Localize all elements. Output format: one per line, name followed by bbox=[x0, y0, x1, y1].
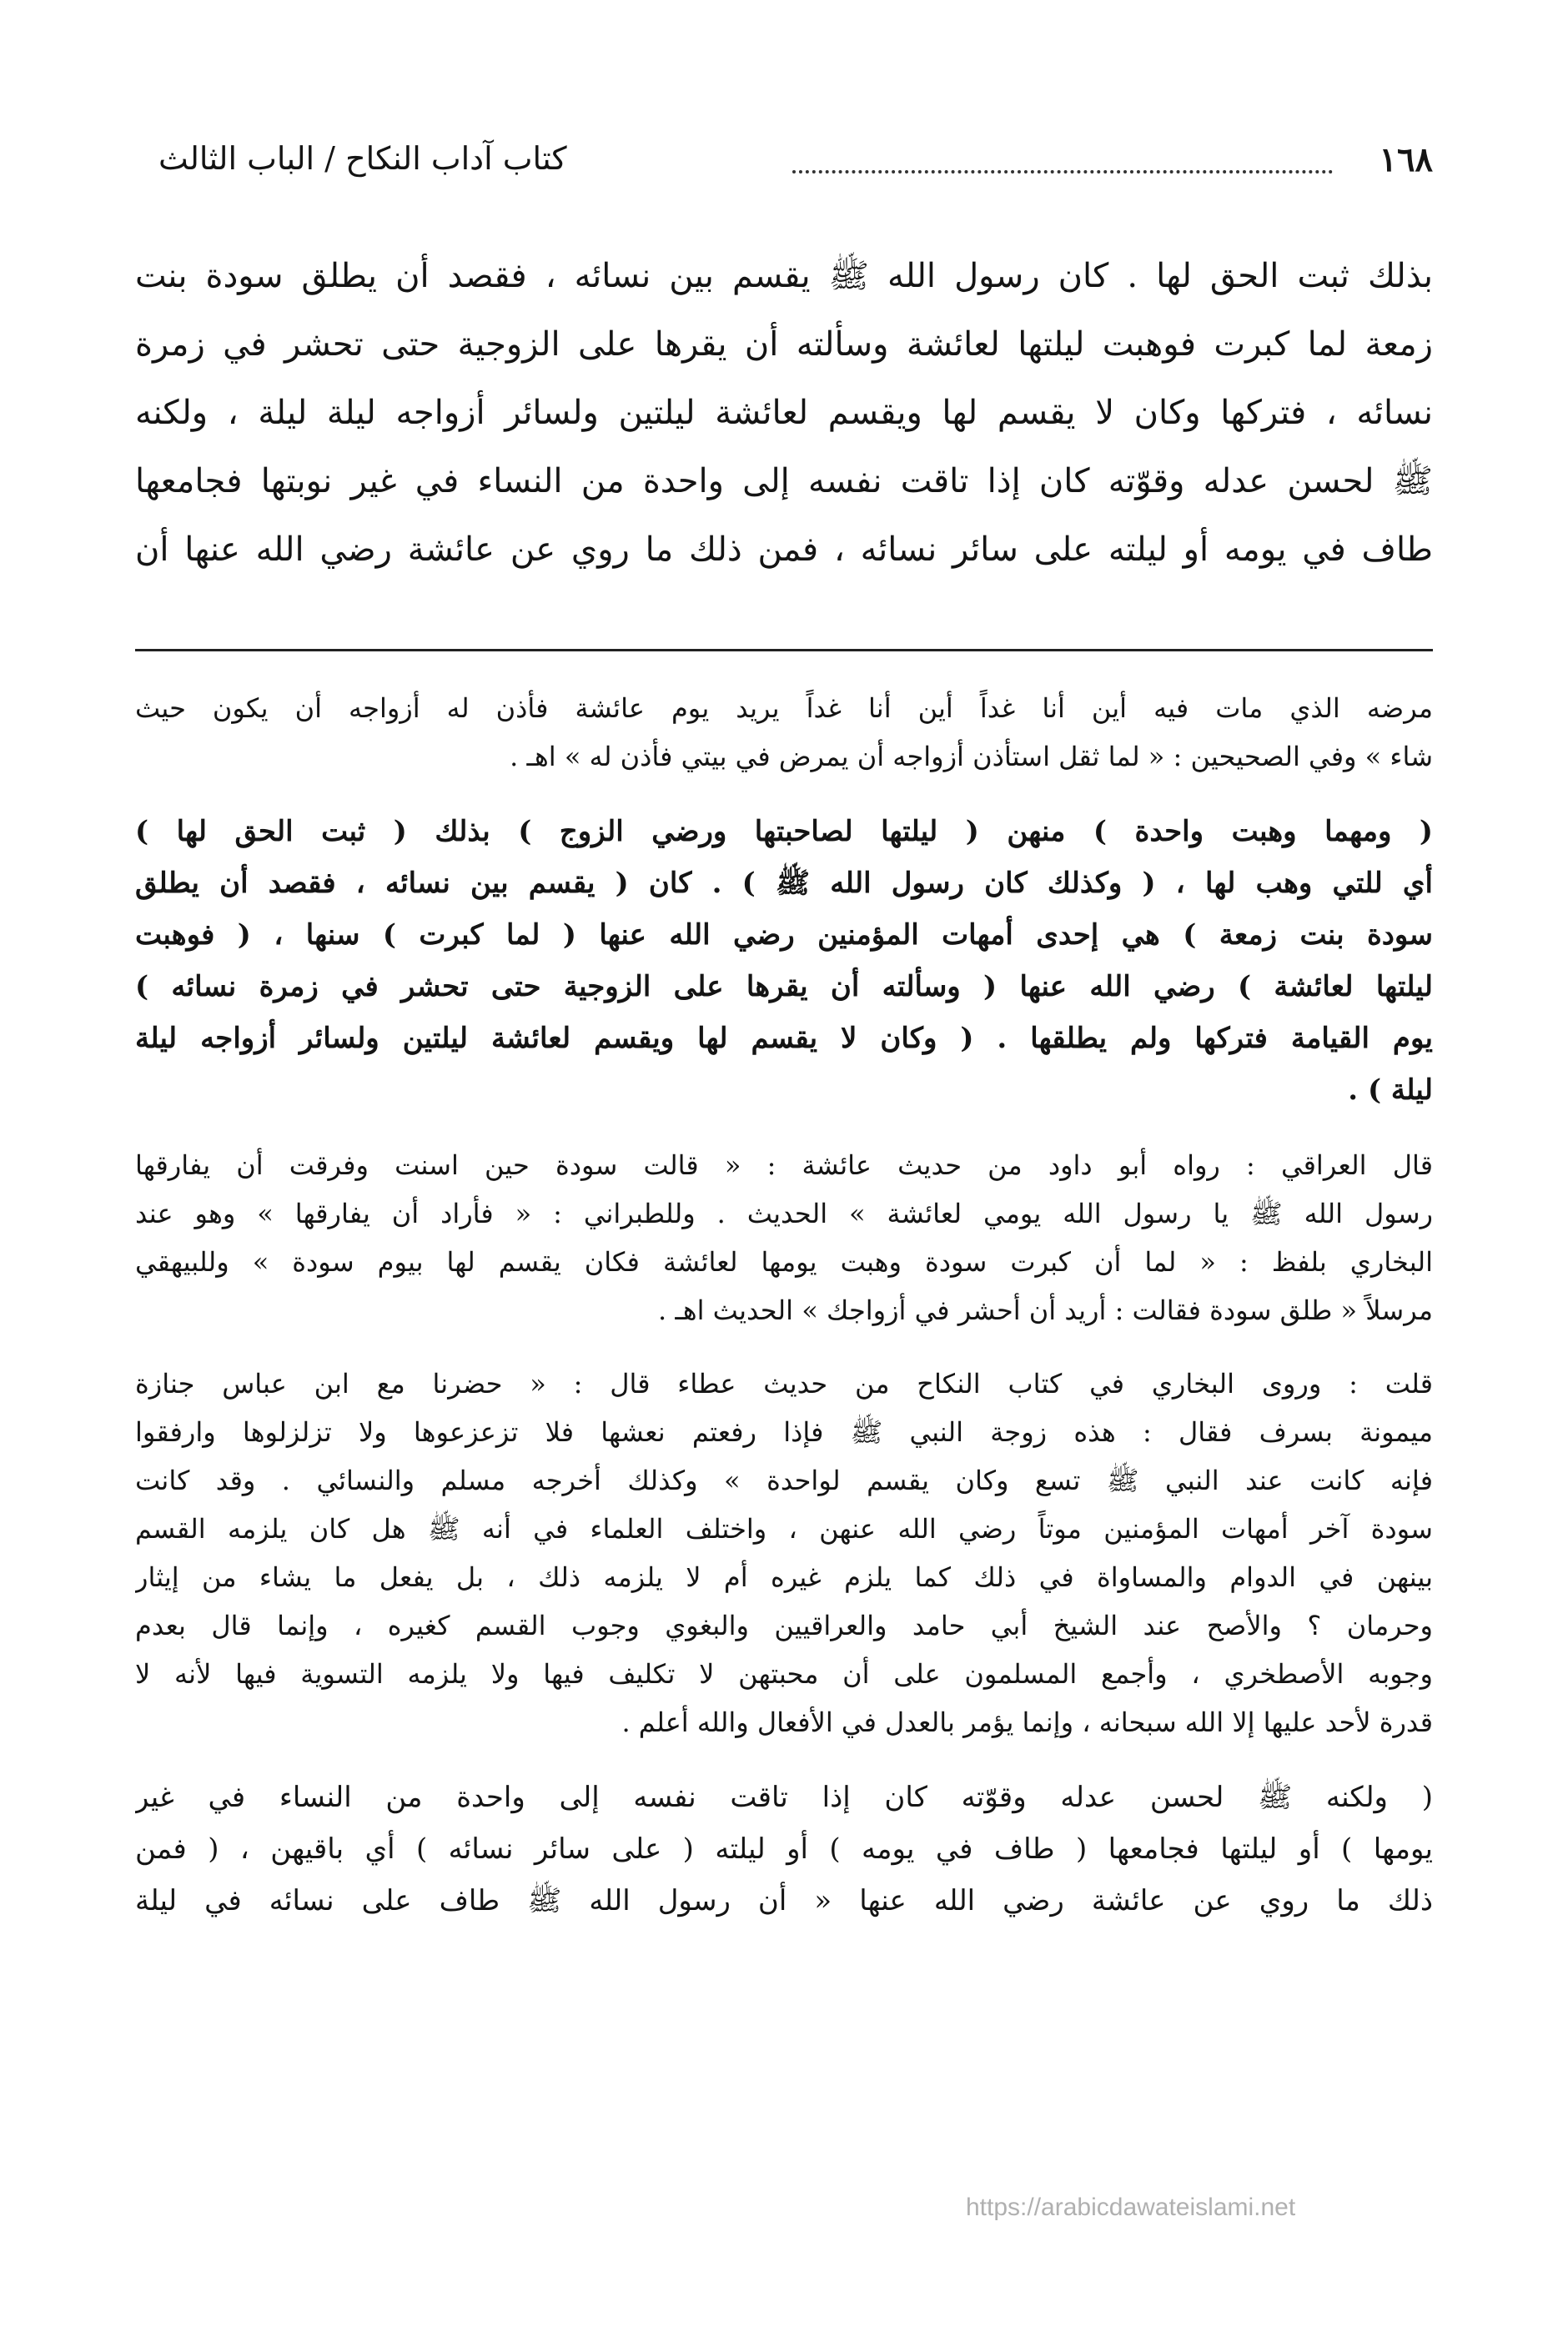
commentary-line: رسول الله ﷺ يا رسول الله يومي لعائشة » الحديث . وللطبراني : « فأراد أن يفارقها » وهو عند bbox=[135, 1198, 1433, 1229]
running-header bbox=[158, 140, 1433, 190]
commentary-line: البخاري بلفظ : « لما أن كبرت سودة وهبت يومها لعائشة فكان يقسم لها بيوم سودة » وللبيهقي bbox=[135, 1246, 1433, 1278]
section-divider bbox=[135, 649, 1433, 651]
main-text-line: زمعة لما كبرت فوهبت ليلتها لعائشة وسألته أن يقرها على الزوجية حتى تحشر في زمرة bbox=[135, 325, 1433, 364]
commentary-line: قلت : وروى البخاري في كتاب النكاح من حديث عطاء قال : « حضرنا مع ابن عباس جنازة bbox=[135, 1368, 1433, 1400]
commentary-line: وجوبه الأصطخري ، وأجمع المسلمون على أن محبتهن لا تكليف فيها ولا يلزمه التسوية فيها لأنه لا bbox=[135, 1658, 1433, 1690]
commentary-line: فإنه كانت عند النبي ﷺ تسع وكان يقسم لواحدة » وكذلك أخرجه مسلم والنسائي . وقد كانت bbox=[135, 1465, 1433, 1496]
commentary-paragraph-4 bbox=[135, 1359, 1433, 1746]
commentary-line: سودة آخر أمهات المؤمنين موتاً رضي الله عنهن ، واختلف العلماء في أنه ﷺ هل كان يلزمه القسم bbox=[135, 1513, 1433, 1545]
commentary-line: يوم القيامة فتركها ولم يطلقها . ( وكان لا يقسم لها ويقسم لعائشة ليلتين ولسائر أزواجه ليلة bbox=[135, 1022, 1433, 1055]
commentary-line: ( ولكنه ﷺ لحسن عدله وقوّته كان إذا تاقت نفسه إلى واحدة من النساء في غير bbox=[135, 1781, 1433, 1814]
commentary-paragraph-3 bbox=[135, 1141, 1433, 1334]
commentary-line: مرسلاً « طلق سودة فقالت : أريد أن أحشر في أزواجك » الحديث اهـ . bbox=[657, 1294, 1433, 1326]
commentary-line: ذلك ما روي عن عائشة رضي الله عنها « أن رسول الله ﷺ طاف على نسائه في ليلة bbox=[135, 1884, 1433, 1917]
commentary-line: بينهن في الدوام والمساواة في ذلك كما يلزم غيره أم لا يلزمه ذلك ، بل يفعل ما يشاء من إيثار bbox=[135, 1561, 1433, 1593]
commentary-paragraph-5 bbox=[135, 1772, 1433, 1927]
commentary-line: قال العراقي : رواه أبو داود من حديث عائشة : « قالت سودة حين اسنت وفرقت أن يفارقها bbox=[135, 1149, 1433, 1181]
page-number: ١٦٨ bbox=[1379, 140, 1433, 179]
commentary-line: شاء » وفي الصحيحين : « لما ثقل استأذن أزواجه أن يمرض في بيتي فأذن له » اهـ . bbox=[510, 741, 1433, 772]
commentary-block bbox=[135, 684, 1433, 1952]
main-text-line: بذلك ثبت الحق لها . كان رسول الله ﷺ يقسم بين نسائه ، فقصد أن يطلق سودة بنت bbox=[135, 257, 1433, 295]
commentary-line: مرضه الذي مات فيه أين أنا غداً أين أنا غداً يريد يوم عائشة فأذن له أزواجه أن يكون حيث bbox=[135, 692, 1433, 724]
header-dotted-leader bbox=[792, 170, 1333, 173]
source-watermark: https://arabicdawateislami.net bbox=[966, 2194, 1296, 2221]
commentary-line: ( ومهما وهبت واحدة ) منهن ( ليلتها لصاحبتها ورضي الزوج ) بذلك ( ثبت الحق لها ) bbox=[135, 815, 1433, 848]
commentary-line: وحرمان ؟ والأصح عند الشيخ أبي حامد والعراقيين والبغوي وجوب القسم كغيره ، وإنما قال بعدم bbox=[135, 1610, 1433, 1641]
commentary-paragraph-1 bbox=[135, 684, 1433, 781]
commentary-line: ليلتها لعائشة ) رضي الله عنها ( وسألته أن يقرها على الزوجية حتى تحشر في زمرة نسائه ) bbox=[135, 970, 1433, 1003]
commentary-line: ميمونة بسرف فقال : هذه زوجة النبي ﷺ فإذا رفعتم نعشها فلا تزعزعوها ولا تزلزلوها وارفقوا bbox=[135, 1416, 1433, 1448]
commentary-line: أي للتي وهب لها ، ( وكذلك كان رسول الله ﷺ ) . كان ( يقسم بين نسائه ، فقصد أن يطلق bbox=[135, 867, 1433, 900]
main-text-line: طاف في يومه أو ليلته على سائر نسائه ، فمن ذلك ما روي عن عائشة رضي الله عنها أن bbox=[135, 530, 1433, 569]
main-text-block bbox=[135, 242, 1433, 584]
commentary-line: ليلة ) . bbox=[1348, 1073, 1433, 1107]
commentary-paragraph-2 bbox=[135, 806, 1433, 1116]
main-text-line: نسائه ، فتركها وكان لا يقسم لها ويقسم لعائشة ليلتين ولسائر أزواجه ليلة ليلة ، ولكنه bbox=[135, 394, 1433, 432]
commentary-line: قدرة لأحد عليها إلا الله سبحانه ، وإنما يؤمر بالعدل في الأفعال والله أعلم . bbox=[621, 1706, 1433, 1738]
running-title: كتاب آداب النكاح / الباب الثالث bbox=[158, 140, 567, 177]
commentary-line: يومها ) أو ليلتها فجامعها ( طاف في يومه ) أو ليلته ( على سائر نسائه ) أي باقيهن ، ( فمن bbox=[135, 1832, 1433, 1866]
commentary-line: سودة بنت زمعة ) هي إحدى أمهات المؤمنين رضي الله عنها ( لما كبرت ) سنها ، ( فوهبت bbox=[135, 918, 1433, 952]
main-text-line: ﷺ لحسن عدله وقوّته كان إذا تاقت نفسه إلى واحدة من النساء في غير نوبتها فجامعها bbox=[135, 462, 1433, 500]
